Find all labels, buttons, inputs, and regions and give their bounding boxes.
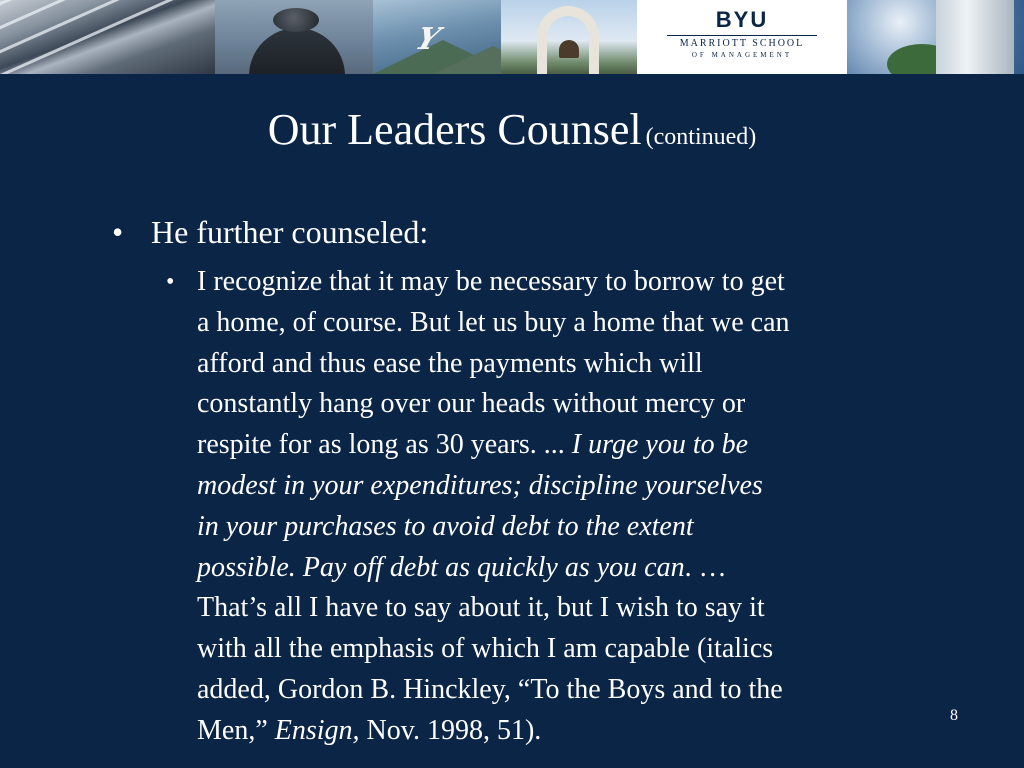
quote-line — [197, 384, 790, 425]
quote-run: Nov. 1998, 51). — [359, 714, 542, 746]
quote-run: I urge you to be — [571, 429, 749, 461]
y-mountain-photo: Y — [373, 0, 501, 74]
header-banner — [0, 0, 1024, 74]
quote-line — [197, 262, 790, 303]
bell-tower-photo — [501, 0, 637, 74]
page-number: 8 — [950, 707, 958, 724]
quote-run: possible. Pay off debt as quickly as you can — [197, 551, 685, 583]
logo-school: MARRIOTT SCHOOL — [679, 38, 805, 49]
slide-title — [0, 104, 1024, 155]
quote-line — [197, 588, 790, 629]
quote-run: a home, of course. But let us buy a home that we can — [197, 306, 790, 338]
quote-run: added, Gordon B. Hinckley, “To the Boys and to the — [197, 673, 783, 705]
hinckley-quote — [197, 262, 790, 752]
quote-run: modest in your expenditures; discipline yourselves — [197, 469, 763, 501]
quote-run: with all the emphasis of which I am capable (italics — [197, 633, 774, 665]
quote-line — [197, 670, 790, 711]
statue-photo — [215, 0, 373, 74]
quote-line — [197, 711, 790, 752]
quote-run: I recognize that it may be necessary to borrow to get — [197, 266, 785, 297]
quote-run: That’s all I have to say about it, but I wish to say it — [197, 592, 765, 624]
bullet-dot-icon: • — [166, 269, 175, 295]
quote-line — [197, 466, 790, 507]
quote-line — [197, 344, 790, 385]
quote-line — [197, 629, 790, 670]
bullet-1-text: He further counseled: — [151, 214, 429, 250]
quote-line — [197, 507, 790, 548]
quote-run: constantly hang over our heads without mercy or — [197, 388, 746, 420]
logo-brand: BYU — [715, 7, 769, 32]
quote-run: Men,” — [197, 714, 275, 746]
building-photo — [0, 0, 215, 74]
slide-title-main: Our Leaders Counsel — [267, 105, 642, 154]
byu-marriott-logo — [637, 0, 847, 74]
campus-building-photo — [847, 0, 1024, 74]
quote-run: . … — [684, 551, 727, 583]
quote-line — [197, 303, 790, 344]
bullet-dot-icon: • — [112, 214, 124, 250]
bullet-level-2 — [166, 262, 790, 752]
quote-run: in your purchases to avoid debt to the extent — [197, 510, 694, 542]
logo-subtitle: OF MANAGEMENT — [691, 51, 793, 59]
quote-run: Ensign, — [274, 714, 360, 746]
quote-run: afford and thus ease the payments which will — [197, 347, 703, 379]
quote-line — [197, 425, 790, 466]
quote-line — [197, 548, 790, 589]
slide-title-suffix: (continued) — [645, 124, 757, 150]
quote-run: respite for as long as 30 years. ... — [197, 429, 572, 461]
